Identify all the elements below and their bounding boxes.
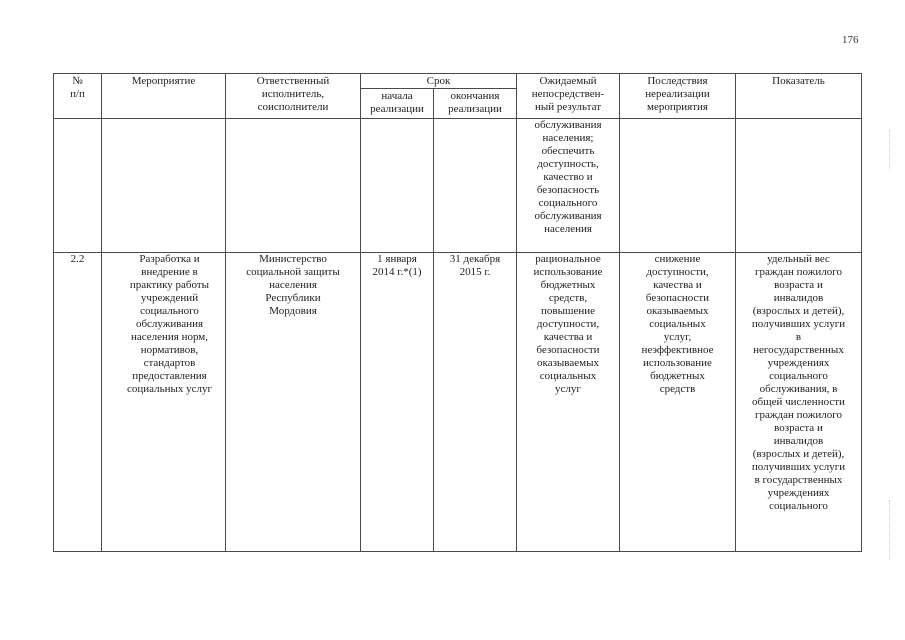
cell-event — [102, 119, 226, 253]
cell-consequences: снижение доступности, качества и безопасности оказываемых социальных услуг, неэффективное использование бюджетных средств — [620, 253, 736, 552]
table-row-2-2 — [54, 253, 862, 552]
header-consequences: Последствия нереализации мероприятия — [620, 74, 736, 119]
table-row-continued — [54, 119, 862, 253]
scan-margin-mark — [889, 500, 892, 560]
header-term: Срок — [361, 74, 517, 89]
header-event: Мероприятие — [102, 74, 226, 119]
cell-responsible: Министерство социальной защиты населения Республики Мордовия — [226, 253, 361, 552]
page-number: 176 — [842, 34, 859, 46]
header-term-start: начала реализации — [361, 89, 434, 119]
cell-num: 2.2 — [54, 253, 102, 552]
scan-margin-mark — [889, 130, 892, 170]
cell-indicator: удельный вес граждан пожилого возраста и инвалидов (взрослых и детей), получивших услуги в негосударственных учреждениях социального обслуживания, в общей численности граждан пожилого возраста и инвалидов (взрослых и детей), получивших услуги в государственных учреждениях социального — [736, 253, 862, 552]
header-responsible: Ответственный исполнитель, соисполнители — [226, 74, 361, 119]
cell-expected-result: рациональное использование бюджетных средств, повышение доступности, качества и безопасности оказываемых социальных услуг — [517, 253, 620, 552]
cell-event: Разработка и внедрение в практику работы учреждений социального обслуживания населения норм, нормативов, стандартов предоставления социальных услуг — [102, 253, 226, 552]
cell-consequences — [620, 119, 736, 253]
cell-num — [54, 119, 102, 253]
cell-responsible — [226, 119, 361, 253]
cell-term-end: 31 декабря 2015 г. — [434, 253, 517, 552]
cell-term-end — [434, 119, 517, 253]
header-num: № п/п — [54, 74, 102, 119]
cell-term-start: 1 января 2014 г.*(1) — [361, 253, 434, 552]
header-expected-result: Ожидаемый непосредствен- ный результат — [517, 74, 620, 119]
cell-expected-result: обслуживания населения; обеспечить доступность, качество и безопасность социального обслуживания населения — [517, 119, 620, 253]
header-indicator: Показатель — [736, 74, 862, 119]
header-term-end: окончания реализации — [434, 89, 517, 119]
program-table — [53, 73, 862, 552]
cell-term-start — [361, 119, 434, 253]
cell-indicator — [736, 119, 862, 253]
